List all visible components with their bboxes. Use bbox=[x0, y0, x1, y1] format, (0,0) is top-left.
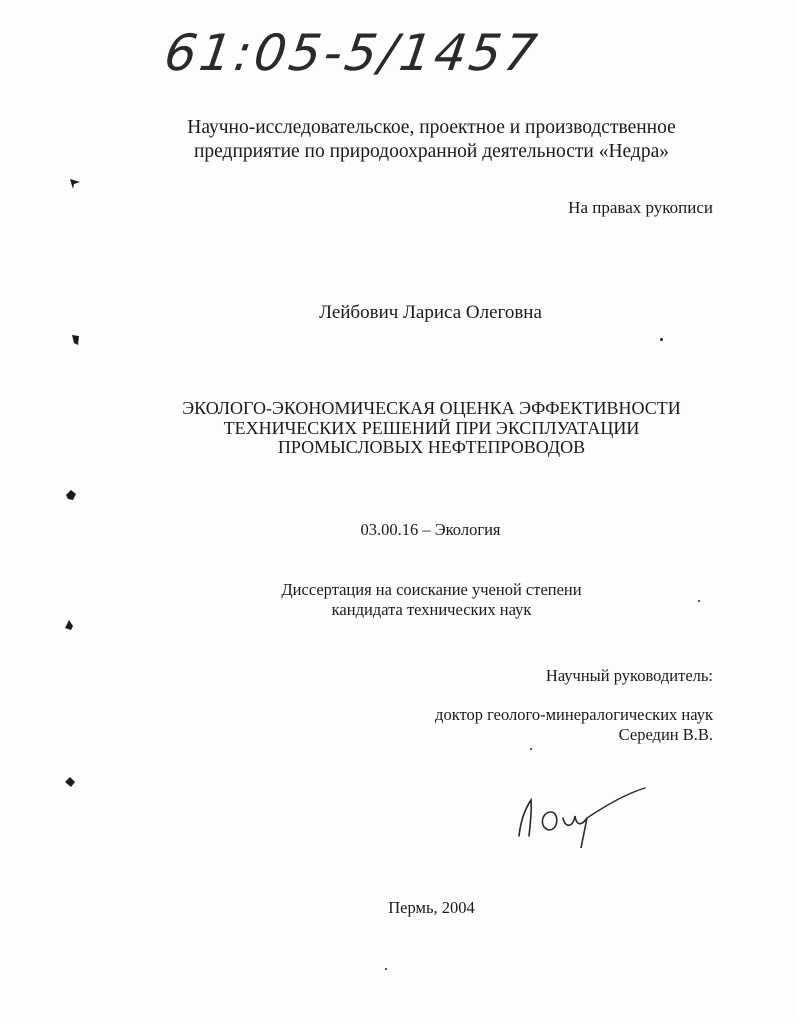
scan-speck bbox=[385, 968, 387, 970]
handwritten-signature bbox=[505, 778, 655, 848]
binder-mark-1 bbox=[68, 176, 82, 190]
specialty-code: 03.00.16 – Экология bbox=[360, 520, 501, 539]
degree-statement bbox=[33, 580, 797, 620]
dissertation-title bbox=[33, 399, 797, 458]
institution-name bbox=[33, 116, 797, 164]
binder-mark-2 bbox=[69, 333, 83, 347]
binder-mark-4 bbox=[62, 618, 76, 632]
degree-line-1: Диссертация на соискание ученой степени bbox=[281, 580, 582, 599]
supervisor-label: Научный руководитель: bbox=[545, 666, 713, 685]
supervisor-info bbox=[435, 705, 713, 745]
supervisor-title: доктор геолого-минералогических наук bbox=[435, 705, 713, 724]
scan-speck bbox=[698, 600, 700, 602]
title-line-3: ПРОМЫСЛОВЫХ НЕФТЕПРОВОДОВ bbox=[277, 437, 586, 457]
handwritten-registration-code bbox=[160, 24, 545, 94]
institution-line-1: Научно-исследовательское, проектное и производственное bbox=[187, 117, 676, 138]
binder-mark-5 bbox=[63, 775, 77, 789]
degree-line-2: кандидата технических наук bbox=[331, 600, 532, 619]
manuscript-rights-note: На правах рукописи bbox=[568, 198, 713, 217]
scan-speck bbox=[530, 748, 532, 750]
scan-speck bbox=[660, 338, 663, 341]
institution-line-2: предприятие по природоохранной деятельности «Недра» bbox=[193, 141, 670, 162]
title-line-2: ТЕХНИЧЕСКИХ РЕШЕНИЙ ПРИ ЭКСПЛУАТАЦИИ bbox=[223, 417, 640, 438]
title-line-1: ЭКОЛОГО-ЭКОНОМИЧЕСКАЯ ОЦЕНКА ЭФФЕКТИВНОСТИ bbox=[182, 398, 681, 418]
city-and-year: Пермь, 2004 bbox=[388, 898, 475, 917]
registration-code-text: 61:05-5/1457 bbox=[160, 24, 544, 82]
supervisor-name: Середин В.В. bbox=[618, 725, 713, 744]
author-name: Лейбович Лариса Олеговна bbox=[319, 302, 542, 323]
binder-mark-3 bbox=[64, 488, 78, 502]
